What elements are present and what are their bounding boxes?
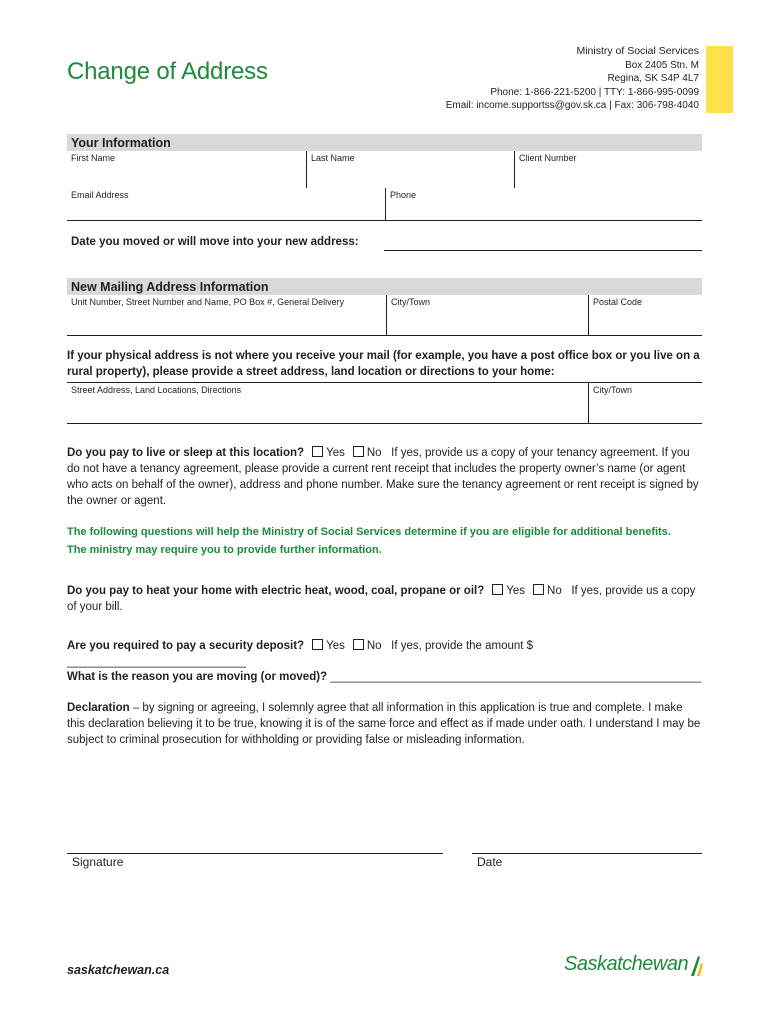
mailing-city-label: City/Town (391, 297, 431, 307)
mailing-city-field[interactable] (387, 295, 588, 335)
ministry-city: Regina, SK S4P 4L7 (607, 73, 699, 85)
last-name-label: Last Name (311, 153, 355, 163)
email-field[interactable] (67, 188, 385, 220)
pay-live-question: Do you pay to live or sleep at this location? (67, 447, 305, 459)
date-label: Date (477, 855, 503, 869)
divider (67, 220, 702, 221)
page-title: Change of Address (67, 58, 268, 85)
deposit-no-checkbox[interactable] (353, 639, 364, 650)
client-number-field[interactable] (515, 151, 702, 188)
divider (67, 423, 702, 424)
mailing-street-label: Unit Number, Street Number and Name, PO Box #, General Delivery (71, 297, 345, 307)
wheat-icon (689, 954, 703, 976)
deposit-yes-checkbox[interactable] (312, 639, 323, 650)
email-label: Email Address (71, 190, 129, 200)
declaration-label: Declaration (67, 702, 130, 714)
ministry-name: Ministry of Social Services (576, 45, 699, 57)
divider (588, 295, 589, 335)
client-number-label: Client Number (519, 153, 577, 163)
divider (67, 335, 702, 336)
yellow-tab (706, 46, 733, 113)
deposit-amount-field[interactable]: If yes, provide the amount $ ____________________________ (67, 640, 534, 668)
first-name-field[interactable] (67, 151, 306, 188)
saskatchewan-logo (564, 953, 703, 976)
move-date-question: Date you moved or will move into your new address: (71, 236, 359, 248)
heat-yes-label: Yes (506, 585, 526, 597)
heat-yes-checkbox[interactable] (492, 584, 503, 595)
reason-question: What is the reason you are moving (or moved)? (67, 671, 328, 683)
ministry-phone: Phone: 1-866-221-5200 | TTY: 1-866-995-0099 (490, 86, 699, 98)
divider (386, 295, 387, 335)
phone-field[interactable] (386, 188, 702, 220)
benefits-note-line-1: The following questions will help the Ministry of Social Services determine if you are eligible for additional benefits. (67, 526, 671, 538)
postal-code-field[interactable] (589, 295, 702, 335)
pay-live-yes-label: Yes (326, 447, 345, 459)
ministry-contact-block (446, 45, 699, 113)
mailing-street-field[interactable] (67, 295, 386, 335)
deposit-no-label: No (366, 640, 382, 652)
pay-live-paragraph (67, 445, 703, 509)
declaration-paragraph (67, 700, 703, 748)
pay-live-no-label: No (366, 447, 382, 459)
heat-paragraph (67, 583, 703, 615)
heat-question: Do you pay to heat your home with electric heat, wood, coal, propane or oil? (67, 585, 485, 597)
last-name-field[interactable] (307, 151, 514, 188)
physical-address-question: If your physical address is not where you receive your mail (for example, you have a post office box or you live on a rural property), please provide a street address, land location or directions to your home: (67, 350, 700, 378)
ministry-email: Email: income.supportss@gov.sk.ca | Fax: 306-798-4040 (445, 100, 699, 112)
divider (385, 188, 386, 220)
pay-live-no-checkbox[interactable] (353, 446, 364, 457)
divider (306, 151, 307, 188)
ministry-box: Box 2405 Stn. M (625, 59, 699, 71)
pay-live-yes-checkbox[interactable] (312, 446, 323, 457)
signature-line[interactable] (67, 853, 443, 854)
move-date-line[interactable] (384, 250, 702, 251)
divider (514, 151, 515, 188)
reason-paragraph (67, 669, 703, 685)
phone-label: Phone (390, 190, 417, 200)
deposit-yes-label: Yes (326, 640, 345, 652)
signature-label: Signature (72, 855, 124, 869)
mailing-address-heading: New Mailing Address Information (67, 278, 702, 295)
benefits-note-line-2: The ministry may require you to provide further information. (67, 544, 382, 556)
first-name-label: First Name (71, 153, 116, 163)
date-line[interactable] (472, 853, 702, 854)
reason-answer-line[interactable]: __________________________________________________________ (330, 671, 702, 683)
heat-no-checkbox[interactable] (533, 584, 544, 595)
declaration-text: – by signing or agreeing, I solemnly agree that all information in this application is true and complete. I make this declaration believing it to be true, knowing it is of the same force and effect as if made under oath. I understand I may be subject to criminal prosecution for withholding or providing false or misleading information. (67, 702, 701, 746)
pay-live-instructions: If yes, provide us a copy of your tenancy agreement. If you do not have a tenancy agreement, please provide a current rent receipt that includes the property owner’s name (or agent who acts on behalf of the owner), address and phone number. Make sure the tenancy agreement or rent receipt is signed by the owner or agent. (67, 447, 699, 507)
benefits-note (67, 523, 707, 559)
heat-no-label: No (547, 585, 562, 597)
physical-city-field[interactable] (589, 383, 702, 423)
physical-city-label: City/Town (593, 385, 633, 395)
physical-street-field[interactable] (67, 383, 588, 423)
postal-code-label: Postal Code (593, 297, 643, 307)
heat-instructions: If yes, provide us a copy of your bill. (67, 585, 696, 613)
footer-url[interactable]: saskatchewan.ca (67, 963, 170, 977)
physical-street-label: Street Address, Land Locations, Directions (71, 385, 242, 395)
divider (588, 383, 589, 423)
your-information-heading: Your Information (67, 134, 702, 151)
logo-text: Saskatchewan (564, 953, 689, 975)
deposit-paragraph (67, 638, 703, 670)
deposit-question: Are you required to pay a security deposit? (67, 640, 305, 652)
